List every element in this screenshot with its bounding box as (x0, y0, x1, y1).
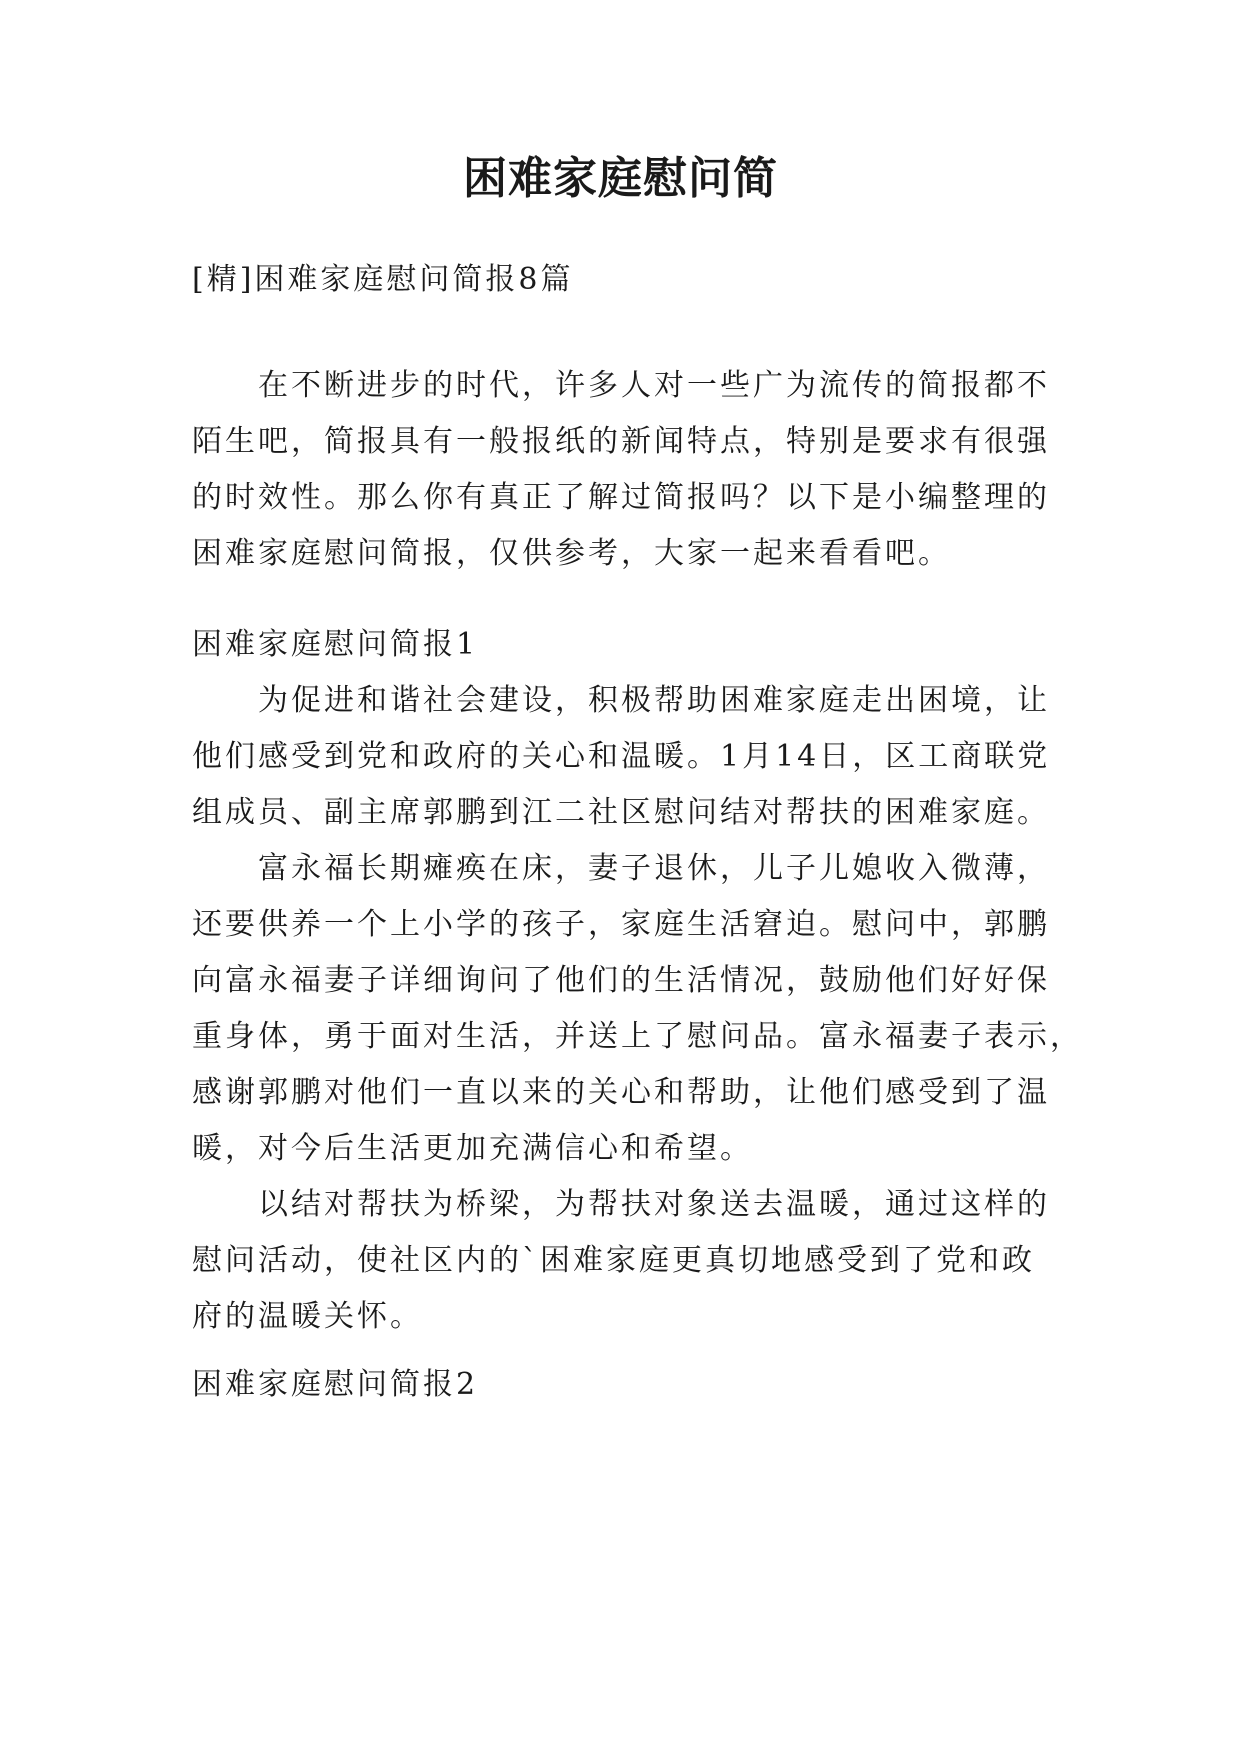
section-heading: 困难家庭慰问简报1 (192, 627, 479, 662)
paragraph-line: 感谢郭鹏对他们一直以来的关心和帮助，让他们感受到了温 (192, 1075, 1050, 1110)
paragraph-line: 府的温暖关怀。 (192, 1299, 423, 1334)
document-subtitle (192, 252, 1082, 308)
section-1 (192, 617, 1082, 1345)
subtitle-text: [精]困难家庭慰问简报8篇 (192, 262, 574, 297)
paragraph-line: 暖，对今后生活更加充满信心和希望。 (192, 1131, 753, 1166)
intro-line: 困难家庭慰问简报，仅供参考，大家一起来看看吧。 (192, 536, 951, 571)
paragraph-line: 慰问活动，使社区内的`困难家庭更真切地感受到了党和政 (192, 1243, 1035, 1278)
section-heading: 困难家庭慰问简报2 (192, 1367, 479, 1402)
paragraph-line: 组成员、副主席郭鹏到江二社区慰问结对帮扶的困难家庭。 (192, 795, 1050, 830)
intro-line: 陌生吧，简报具有一般报纸的新闻特点，特别是要求有很强 (192, 424, 1050, 459)
intro-line: 的时效性。那么你有真正了解过简报吗？以下是小编整理的 (192, 480, 1050, 515)
paragraph-line: 为促进和谐社会建设，积极帮助困难家庭走出困境，让 (258, 683, 1050, 718)
intro-line: 在不断进步的时代，许多人对一些广为流传的简报都不 (258, 368, 1050, 403)
paragraph-line: 以结对帮扶为桥梁，为帮扶对象送去温暖，通过这样的 (258, 1187, 1050, 1222)
paragraph-line: 富永福长期瘫痪在床，妻子退休，儿子儿媳收入微薄， (258, 851, 1050, 886)
paragraph-line: 还要供养一个上小学的孩子，家庭生活窘迫。慰问中，郭鹏 (192, 907, 1050, 942)
section-2 (192, 1357, 1082, 1413)
paragraph-line: 重身体，勇于面对生活，并送上了慰问品。富永福妻子表示， (192, 1019, 1083, 1054)
paragraph-line: 向富永福妻子详细询问了他们的生活情况，鼓励他们好好保 (192, 963, 1050, 998)
document-title: 困难家庭慰问简 (463, 153, 778, 204)
paragraph-line: 他们感受到党和政府的关心和温暖。1月14日，区工商联党 (192, 739, 1051, 774)
intro-paragraph (192, 358, 1082, 582)
